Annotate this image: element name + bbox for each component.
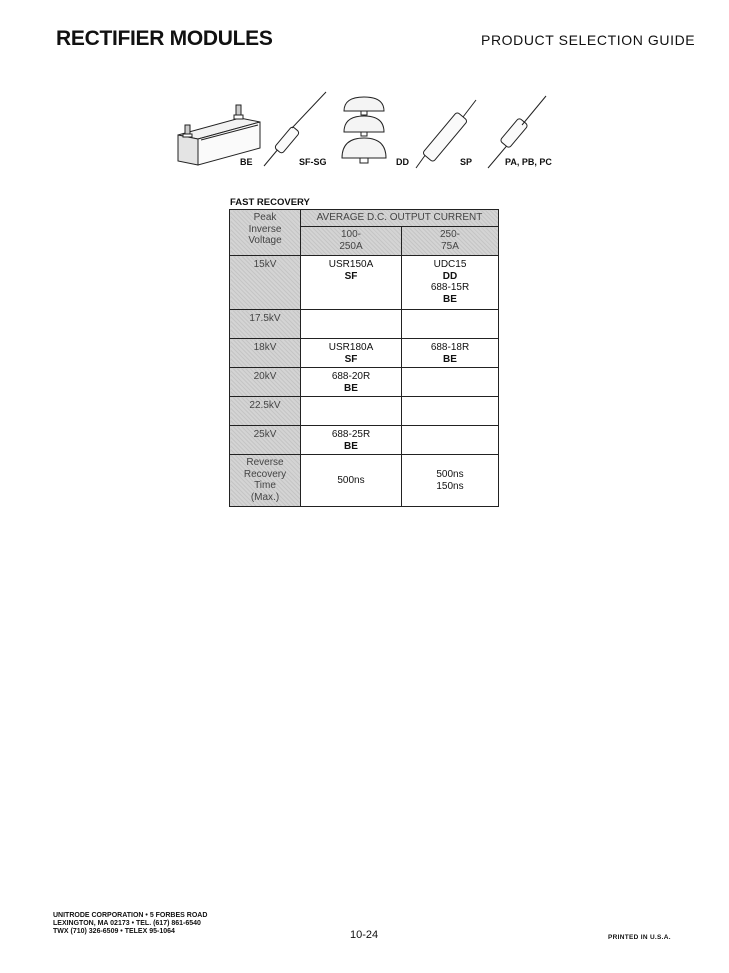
part-cell: [402, 310, 499, 339]
voltage-cell: 17.5kV: [230, 310, 301, 339]
current-250-75a-header: 250- 75A: [402, 227, 499, 256]
table-row: [230, 339, 499, 368]
peak-inverse-voltage-header: Peak Inverse Voltage: [230, 210, 301, 256]
section-title: FAST RECOVERY: [230, 197, 310, 208]
part-cell: USR150A SF: [301, 256, 402, 310]
label-pa-pb-pc: PA, PB, PC: [505, 157, 552, 167]
table-row: [230, 310, 499, 339]
be-module-drawing: [178, 105, 260, 165]
voltage-cell: 15kV: [230, 256, 301, 310]
guide-title: PRODUCT SELECTION GUIDE: [481, 32, 696, 48]
table-row: [230, 426, 499, 455]
voltage-cell: 18kV: [230, 339, 301, 368]
printed-in-usa: PRINTED IN U.S.A.: [608, 934, 671, 941]
voltage-cell: 22.5kV: [230, 397, 301, 426]
recovery-cell: 500ns 150ns: [402, 455, 499, 507]
part-cell: 688-20R BE: [301, 368, 402, 397]
part-cell: USR180A SF: [301, 339, 402, 368]
part-cell: [301, 397, 402, 426]
part-cell: 688-25R BE: [301, 426, 402, 455]
table-row: [230, 397, 499, 426]
part-cell: [402, 426, 499, 455]
voltage-cell: 20kV: [230, 368, 301, 397]
selection-table: [229, 209, 499, 507]
part-cell: [402, 368, 499, 397]
part-cell: [301, 310, 402, 339]
reverse-recovery-time-label: Reverse Recovery Time (Max.): [230, 455, 301, 507]
recovery-cell: 500ns: [301, 455, 402, 507]
part-cell: [402, 397, 499, 426]
voltage-cell: 25kV: [230, 426, 301, 455]
label-sp: SP: [460, 157, 473, 167]
table-row: [230, 368, 499, 397]
part-cell: 688-18R BE: [402, 339, 499, 368]
current-100-250a-header: 100- 250A: [301, 227, 402, 256]
part-cell: UDC15 DD 688-15R BE: [402, 256, 499, 310]
table-row: [230, 256, 499, 310]
label-sf-sg: SF-SG: [299, 157, 327, 167]
company-address: UNITRODE CORPORATION • 5 FORBES ROAD LEXINGTON, MA 02173 • TEL. (617) 861-6540 TWX (710) 326-6509 • TELEX 95-1064: [53, 912, 208, 935]
page-number: 10-24: [350, 929, 379, 941]
current-group-header: AVERAGE D.C. OUTPUT CURRENT: [301, 210, 499, 227]
table-row: [230, 455, 499, 507]
label-dd: DD: [396, 157, 409, 167]
package-illustrations: [170, 88, 570, 174]
label-be: BE: [240, 157, 253, 167]
page-title: RECTIFIER MODULES: [56, 27, 273, 50]
dd-stack-drawing: [342, 97, 386, 163]
sf-sg-drawing: [264, 92, 326, 166]
